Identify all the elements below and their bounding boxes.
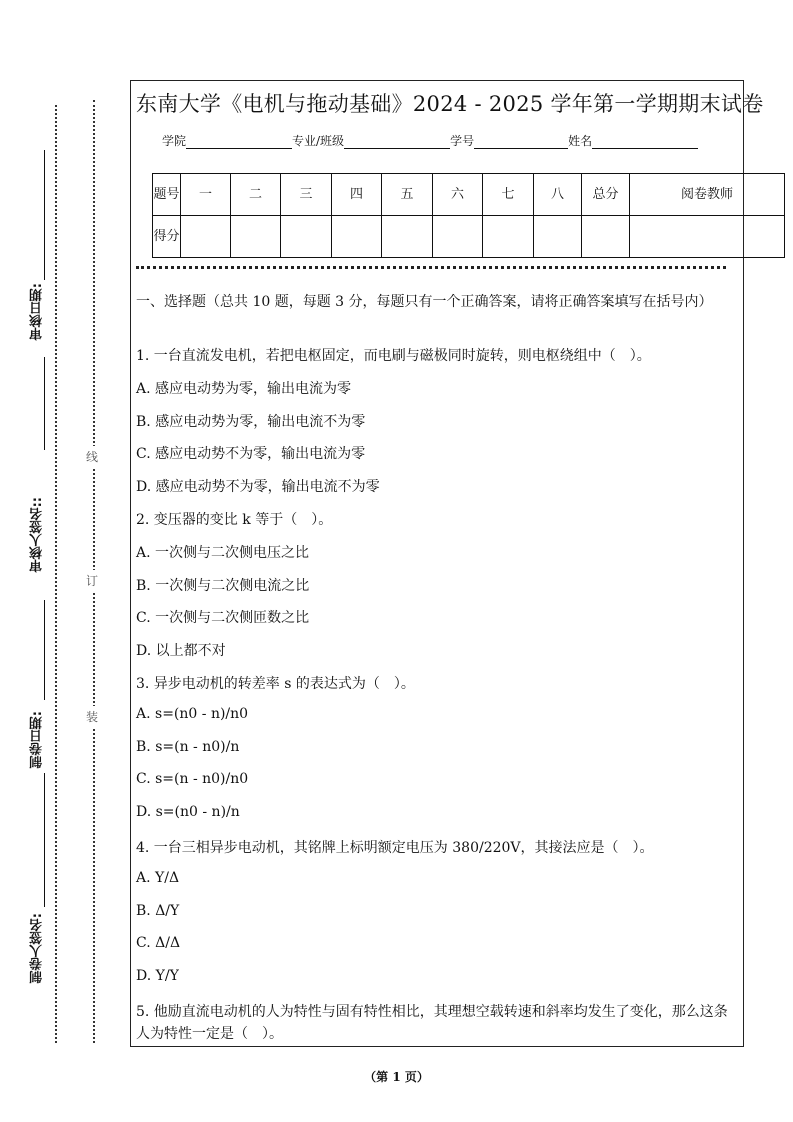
bind-mark-fold: 装 xyxy=(86,706,98,727)
maker-label: 制卷人签名: xyxy=(30,913,45,984)
header-cell: 六 xyxy=(433,174,483,216)
student-id-label: 学号 xyxy=(450,134,475,148)
bind-mark-staple: 订 xyxy=(86,570,98,591)
score-cell[interactable] xyxy=(433,216,483,258)
option-3-a: A. s=(n0 - n)/n0 xyxy=(136,705,249,722)
make-date-label: 制卷日期: xyxy=(30,711,45,769)
college-field[interactable] xyxy=(186,134,292,149)
reviewer-underline xyxy=(44,357,45,450)
score-cell[interactable] xyxy=(630,216,785,258)
option-1-a: A. 感应电动势为零，输出电流为零 xyxy=(136,380,352,397)
score-cell[interactable] xyxy=(332,216,382,258)
header-cell: 四 xyxy=(332,174,382,216)
college-label: 学院 xyxy=(162,134,187,148)
student-info-row xyxy=(162,132,698,149)
header-cell: 题号 xyxy=(153,174,181,216)
page-number: （第 1 页） xyxy=(364,1070,429,1084)
header-cell: 二 xyxy=(231,174,281,216)
header-cell: 八 xyxy=(534,174,582,216)
question-2: 2. 变压器的变比 k 等于（ ）。 xyxy=(136,512,333,528)
major-label: 专业/班级 xyxy=(292,134,345,148)
option-4-c: C. Δ/Δ xyxy=(136,935,181,952)
header-cell: 五 xyxy=(382,174,433,216)
option-2-b: B. 一次侧与二次侧电流之比 xyxy=(136,577,310,594)
option-2-a: A. 一次侧与二次侧电压之比 xyxy=(136,544,310,561)
review-date-label: 审核日期: xyxy=(30,283,45,341)
question-1: 1. 一台直流发电机，若把电枢固定，而电刷与磁极同时旋转，则电枢绕组中（ ）。 xyxy=(136,348,651,364)
make-date-underline xyxy=(44,600,45,700)
binding-dotted-line-outer xyxy=(55,105,57,1043)
bind-mark-line: 线 xyxy=(86,446,98,467)
option-4-d: D. Y/Y xyxy=(136,968,179,985)
header-cell: 总分 xyxy=(582,174,630,216)
score-cell[interactable] xyxy=(483,216,534,258)
reviewer-label: 审核人签名:: xyxy=(30,497,45,573)
score-cell[interactable] xyxy=(281,216,332,258)
score-cell[interactable] xyxy=(382,216,433,258)
score-cell[interactable] xyxy=(582,216,630,258)
option-4-b: B. Δ/Y xyxy=(136,902,180,919)
question-4: 4. 一台三相异步电动机，其铭牌上标明额定电压为 380/220V，其接法应是（ ）。 xyxy=(136,840,654,856)
option-2-d: D. 以上都不对 xyxy=(136,643,226,660)
review-date-underline xyxy=(44,150,45,280)
header-cell: 阅卷教师 xyxy=(630,174,785,216)
header-cell: 七 xyxy=(483,174,534,216)
major-field[interactable] xyxy=(344,134,450,149)
header-cell: 一 xyxy=(181,174,231,216)
score-table-header-row xyxy=(153,174,785,216)
option-3-c: C. s=(n - n0)/n0 xyxy=(136,771,249,788)
score-table-score-row xyxy=(153,216,785,258)
score-table xyxy=(152,173,785,258)
option-2-c: C. 一次侧与二次侧匝数之比 xyxy=(136,610,310,627)
score-cell[interactable] xyxy=(231,216,281,258)
name-label: 姓名 xyxy=(568,134,593,148)
score-row-label: 得分 xyxy=(153,216,181,258)
option-3-d: D. s=(n0 - n)/n xyxy=(136,804,240,821)
section-1-heading: 一、选择题（总共 10 题，每题 3 分，每题只有一个正确答案，请将正确答案填写在括号内） xyxy=(136,294,713,310)
option-1-c: C. 感应电动势不为零，输出电流为零 xyxy=(136,446,366,463)
header-cell: 三 xyxy=(281,174,332,216)
dotted-separator xyxy=(136,266,726,269)
question-3: 3. 异步电动机的转差率 s 的表达式为（ ）。 xyxy=(136,676,415,692)
name-field[interactable] xyxy=(592,134,698,149)
option-1-d: D. 感应电动势不为零，输出电流不为零 xyxy=(136,479,380,496)
option-4-a: A. Y/Δ xyxy=(136,869,180,886)
option-1-b: B. 感应电动势为零，输出电流不为零 xyxy=(136,413,366,430)
maker-underline xyxy=(44,773,45,907)
question-5: 5. 他励直流电动机的人为特性与固有特性相比，其理想空载转速和斜率均发生了变化，那么这条人为特性一定是（ ）。 xyxy=(136,1004,728,1042)
score-cell[interactable] xyxy=(181,216,231,258)
score-cell[interactable] xyxy=(534,216,582,258)
exam-title: 东南大学《电机与拖动基础》2024 - 2025 学年第一学期期末试卷 xyxy=(136,92,764,116)
student-id-field[interactable] xyxy=(474,134,568,149)
option-3-b: B. s=(n - n0)/n xyxy=(136,738,240,755)
